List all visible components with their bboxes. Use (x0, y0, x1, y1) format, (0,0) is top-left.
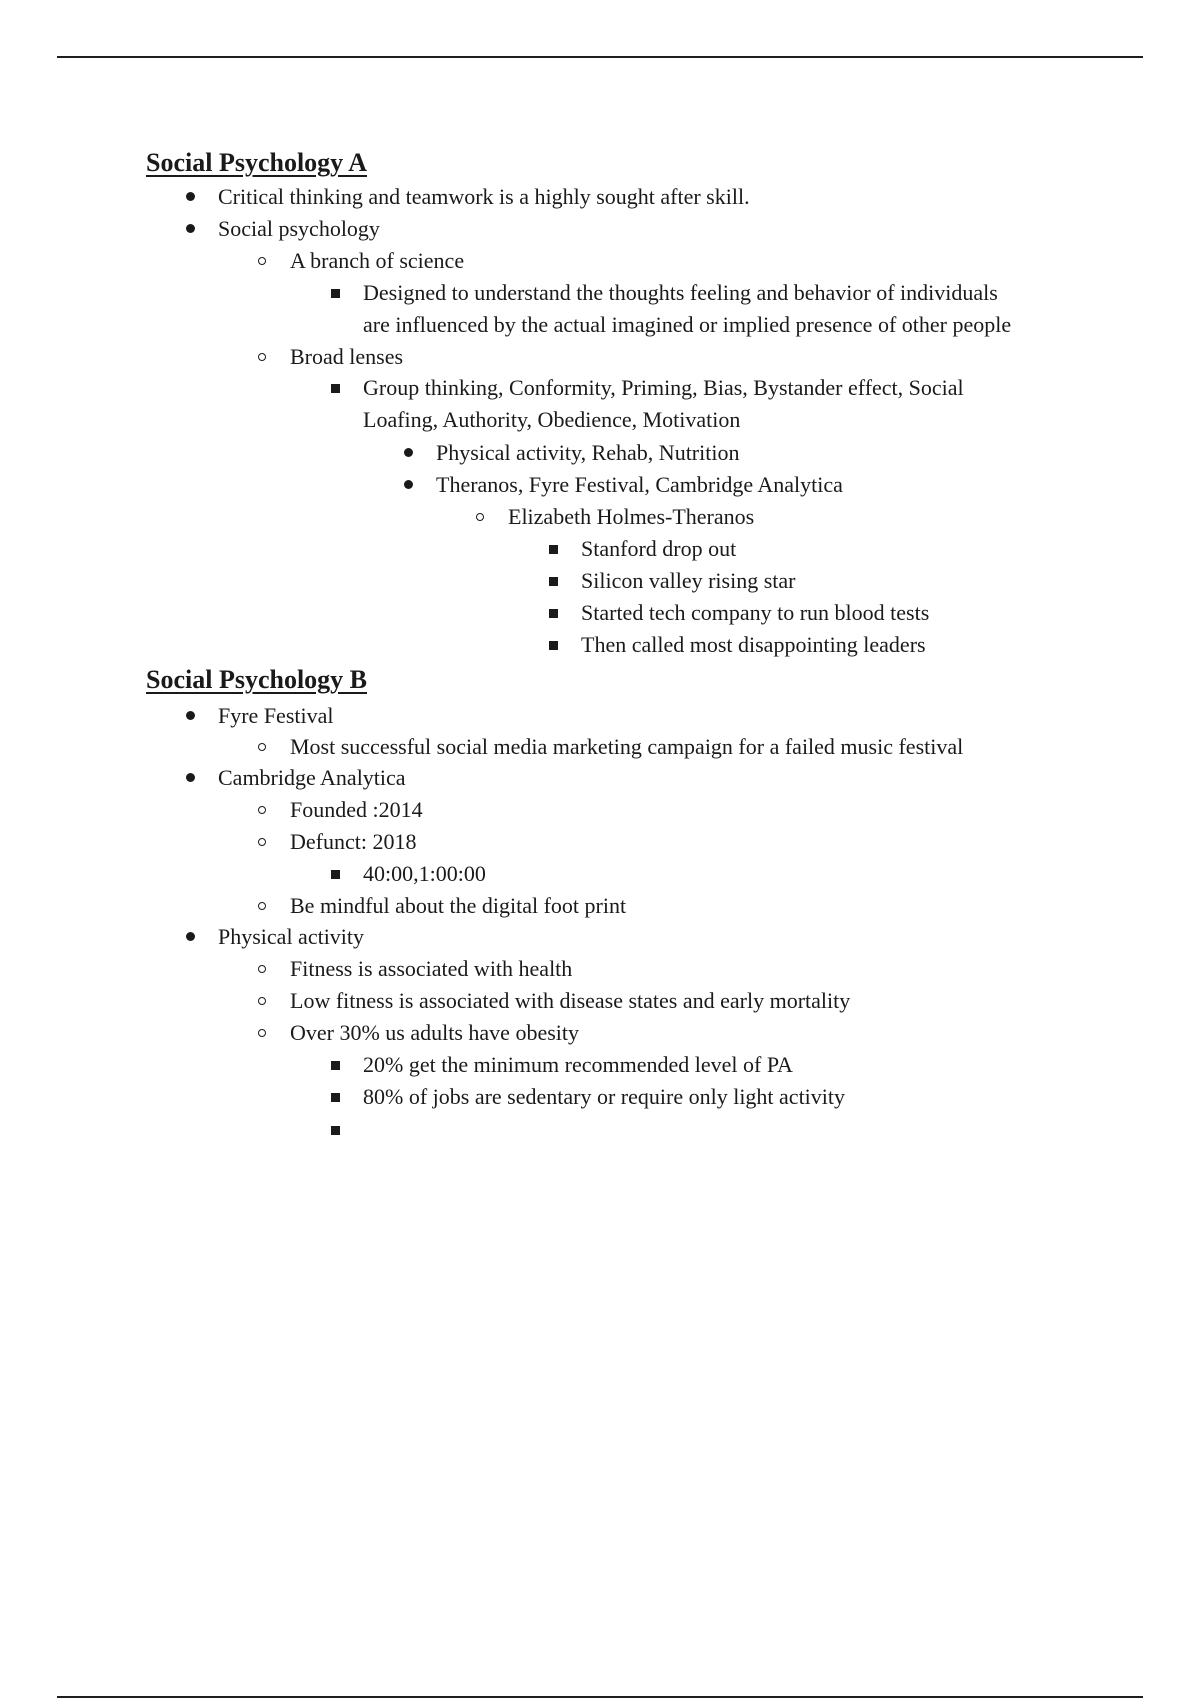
list-item: 80% of jobs are sedentary or require only light activity (363, 1084, 846, 1109)
list-item: Stanford drop out (581, 536, 737, 561)
list-item: A branch of science (290, 248, 465, 273)
list-item: Physical activity (218, 924, 365, 949)
list-item-continuation: are influenced by the actual imagined or implied presence of other people (363, 312, 1012, 337)
list-item: Physical activity, Rehab, Nutrition (436, 440, 740, 465)
list-item: Elizabeth Holmes-Theranos (508, 504, 755, 529)
list-item: Defunct: 2018 (290, 829, 417, 854)
list-item: Broad lenses (290, 344, 404, 369)
list-item: Designed to understand the thoughts feeling and behavior of individuals (363, 280, 998, 305)
list-item: Social psychology (218, 216, 380, 241)
footer-rule (57, 1696, 1143, 1698)
list-item: Low fitness is associated with disease states and early mortality (290, 988, 851, 1013)
list-item: Most successful social media marketing campaign for a failed music festival (290, 734, 964, 759)
list-item: Cambridge Analytica (218, 765, 406, 790)
list-item: Group thinking, Conformity, Priming, Bias, Bystander effect, Social (363, 375, 964, 400)
list-item: Fitness is associated with health (290, 956, 573, 981)
heading-social-psychology-b: Social Psychology B (146, 665, 368, 694)
list-item: 20% get the minimum recommended level of PA (363, 1052, 793, 1077)
list-item: Fyre Festival (218, 703, 334, 728)
list-item: Founded :2014 (290, 797, 423, 822)
list-item: 40:00,1:00:00 (363, 861, 486, 886)
heading-social-psychology-a: Social Psychology A (146, 148, 368, 177)
list-item: Silicon valley rising star (581, 568, 796, 593)
list-item: Critical thinking and teamwork is a highly sought after skill. (218, 184, 750, 209)
header-rule (57, 56, 1143, 58)
list-item-continuation: Loafing, Authority, Obedience, Motivation (363, 407, 741, 432)
list-item: Theranos, Fyre Festival, Cambridge Analytica (436, 472, 843, 497)
list-item: Over 30% us adults have obesity (290, 1020, 579, 1045)
list-item: Then called most disappointing leaders (581, 632, 926, 657)
list-item: Started tech company to run blood tests (581, 600, 930, 625)
list-item: Be mindful about the digital foot print (290, 893, 627, 918)
